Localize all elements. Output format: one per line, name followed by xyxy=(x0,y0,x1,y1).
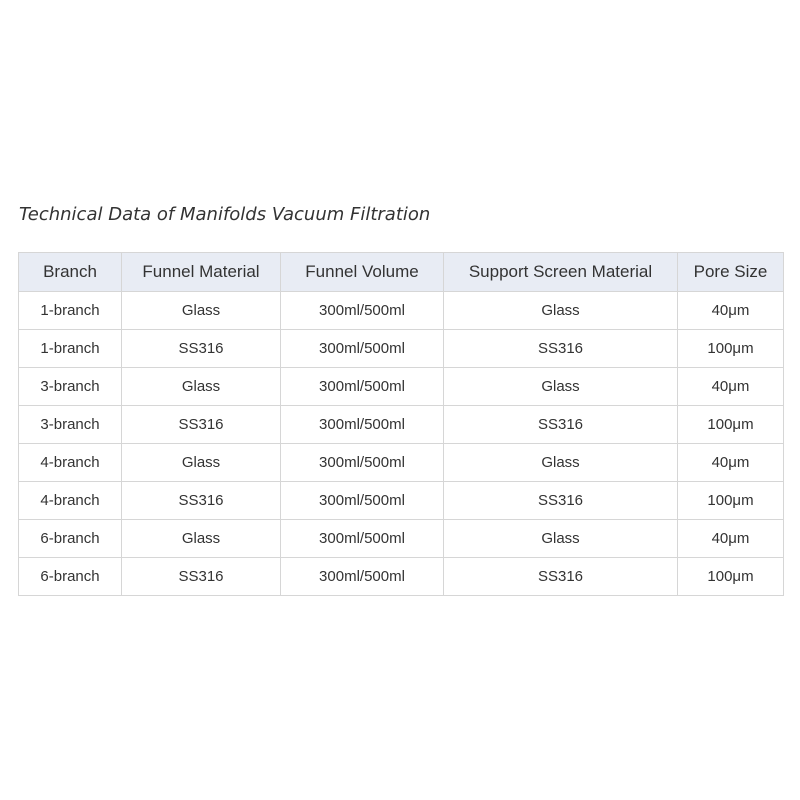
cell-funnel-volume: 300ml/500ml xyxy=(281,482,444,520)
cell-support-screen-material: SS316 xyxy=(444,558,678,596)
table-row xyxy=(19,406,784,444)
cell-support-screen-material: Glass xyxy=(444,368,678,406)
cell-support-screen-material: Glass xyxy=(444,444,678,482)
cell-funnel-material: SS316 xyxy=(122,482,281,520)
cell-pore-size: 40μm xyxy=(678,520,784,558)
cell-funnel-material: SS316 xyxy=(122,330,281,368)
cell-support-screen-material: SS316 xyxy=(444,330,678,368)
cell-funnel-volume: 300ml/500ml xyxy=(281,520,444,558)
technical-data-table xyxy=(18,252,784,596)
cell-pore-size: 40μm xyxy=(678,292,784,330)
table-header xyxy=(19,253,784,292)
cell-pore-size: 40μm xyxy=(678,368,784,406)
table-caption: Technical Data of Manifolds Vacuum Filtration xyxy=(19,204,431,225)
cell-pore-size: 100μm xyxy=(678,558,784,596)
header-pore-size: Pore Size xyxy=(678,253,784,292)
cell-branch: 1-branch xyxy=(19,292,122,330)
cell-support-screen-material: Glass xyxy=(444,292,678,330)
table-row xyxy=(19,368,784,406)
cell-pore-size: 40μm xyxy=(678,444,784,482)
cell-branch: 6-branch xyxy=(19,558,122,596)
cell-support-screen-material: Glass xyxy=(444,520,678,558)
table-row xyxy=(19,444,784,482)
cell-funnel-material: Glass xyxy=(122,368,281,406)
cell-pore-size: 100μm xyxy=(678,330,784,368)
cell-support-screen-material: SS316 xyxy=(444,482,678,520)
cell-funnel-volume: 300ml/500ml xyxy=(281,330,444,368)
cell-branch: 3-branch xyxy=(19,368,122,406)
header-branch: Branch xyxy=(19,253,122,292)
cell-pore-size: 100μm xyxy=(678,482,784,520)
cell-funnel-material: Glass xyxy=(122,292,281,330)
table-row xyxy=(19,520,784,558)
cell-branch: 3-branch xyxy=(19,406,122,444)
cell-funnel-material: SS316 xyxy=(122,558,281,596)
cell-branch: 4-branch xyxy=(19,482,122,520)
table-row xyxy=(19,482,784,520)
cell-pore-size: 100μm xyxy=(678,406,784,444)
table-body xyxy=(19,292,784,596)
header-row xyxy=(19,253,784,292)
cell-support-screen-material: SS316 xyxy=(444,406,678,444)
cell-funnel-volume: 300ml/500ml xyxy=(281,444,444,482)
cell-funnel-volume: 300ml/500ml xyxy=(281,292,444,330)
cell-funnel-volume: 300ml/500ml xyxy=(281,406,444,444)
cell-funnel-material: Glass xyxy=(122,520,281,558)
cell-funnel-volume: 300ml/500ml xyxy=(281,368,444,406)
table-row xyxy=(19,330,784,368)
cell-branch: 4-branch xyxy=(19,444,122,482)
table-row xyxy=(19,292,784,330)
header-support-screen-material: Support Screen Material xyxy=(444,253,678,292)
header-funnel-material: Funnel Material xyxy=(122,253,281,292)
cell-branch: 1-branch xyxy=(19,330,122,368)
header-funnel-volume: Funnel Volume xyxy=(281,253,444,292)
table-row xyxy=(19,558,784,596)
cell-funnel-material: Glass xyxy=(122,444,281,482)
cell-branch: 6-branch xyxy=(19,520,122,558)
cell-funnel-volume: 300ml/500ml xyxy=(281,558,444,596)
cell-funnel-material: SS316 xyxy=(122,406,281,444)
